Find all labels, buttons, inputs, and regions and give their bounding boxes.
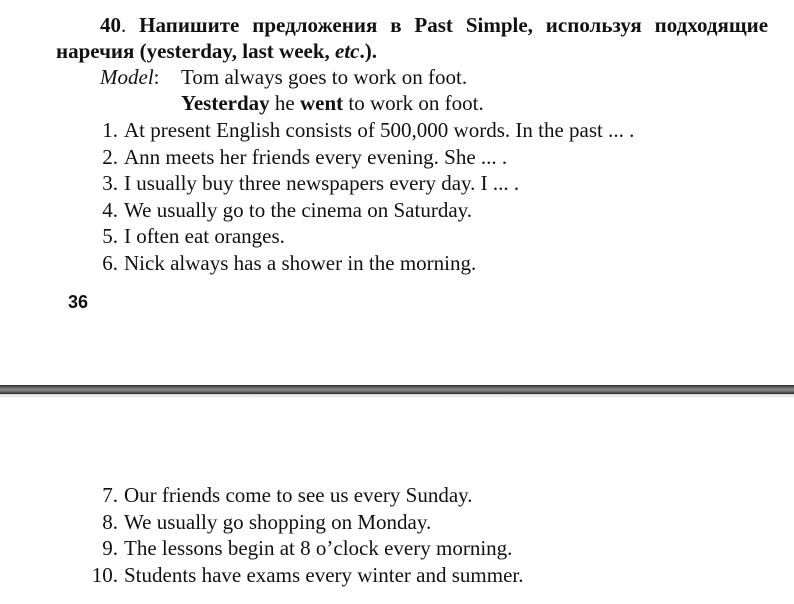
item-text: Students have exams every winter and summer. xyxy=(124,562,524,587)
list-item xyxy=(90,482,473,508)
instruction-line2 xyxy=(56,38,377,64)
list-item xyxy=(90,144,507,170)
instruction-etc: etc xyxy=(335,39,360,63)
page-separator-shadow xyxy=(0,394,794,399)
exercise-title: 40. Напишите предложения в Past Simple, используя подходящие xyxy=(100,13,769,37)
item-number: 4. xyxy=(102,197,118,222)
item-number: 3. xyxy=(102,171,118,196)
page-number: 36 xyxy=(68,292,89,312)
instruction-line1: Напишите предложения в Past Simple, используя подходящие xyxy=(139,13,769,37)
list-item xyxy=(90,250,476,276)
item-text: I often eat oranges. xyxy=(124,224,285,249)
item-text: Nick always has a shower in the morning. xyxy=(124,251,477,275)
list-item xyxy=(90,197,472,223)
model-answer-bold: went xyxy=(299,91,344,115)
list-item xyxy=(90,509,431,535)
item-number: 1. xyxy=(102,118,118,142)
model-answer-bold: Yesterday xyxy=(181,91,270,115)
instruction-text: наречия (yesterday, last week, xyxy=(56,39,336,63)
model-line: Model: Tom always goes to work on foot. xyxy=(100,65,468,89)
list-item xyxy=(90,223,285,249)
item-text: At present English consists of 500,000 words. In the past ... . xyxy=(124,118,635,142)
item-number: 10. xyxy=(91,562,118,587)
item-number: 6. xyxy=(102,251,118,275)
model-sentence: Tom always goes to work on foot. xyxy=(181,65,468,89)
model-label: Model xyxy=(100,65,154,89)
item-number: 7. xyxy=(102,483,118,507)
item-number: 5. xyxy=(102,224,118,249)
page-separator xyxy=(0,385,794,394)
list-item xyxy=(90,170,519,196)
instruction-end: .). xyxy=(359,39,377,63)
item-text: We usually go shopping on Monday. xyxy=(124,509,432,534)
exercise-number: 40 xyxy=(100,13,121,37)
item-text: Ann meets her friends every evening. She ... . xyxy=(124,144,508,169)
list-item xyxy=(90,117,634,143)
item-text: I usually buy three newspapers every day. I ... . xyxy=(124,171,520,196)
model-answer xyxy=(181,90,484,116)
item-text: The lessons begin at 8 o’clock every morning. xyxy=(124,536,513,561)
item-text: Our friends come to see us every Sunday. xyxy=(124,483,473,507)
item-text: We usually go to the cinema on Saturday. xyxy=(124,197,473,222)
list-item xyxy=(90,562,523,588)
list-item xyxy=(90,535,512,561)
model-answer-text: to work on foot. xyxy=(343,91,484,115)
item-number: 2. xyxy=(102,144,118,169)
item-number: 9. xyxy=(102,536,118,561)
item-number: 8. xyxy=(102,509,118,534)
model-answer-text: he xyxy=(269,91,300,115)
